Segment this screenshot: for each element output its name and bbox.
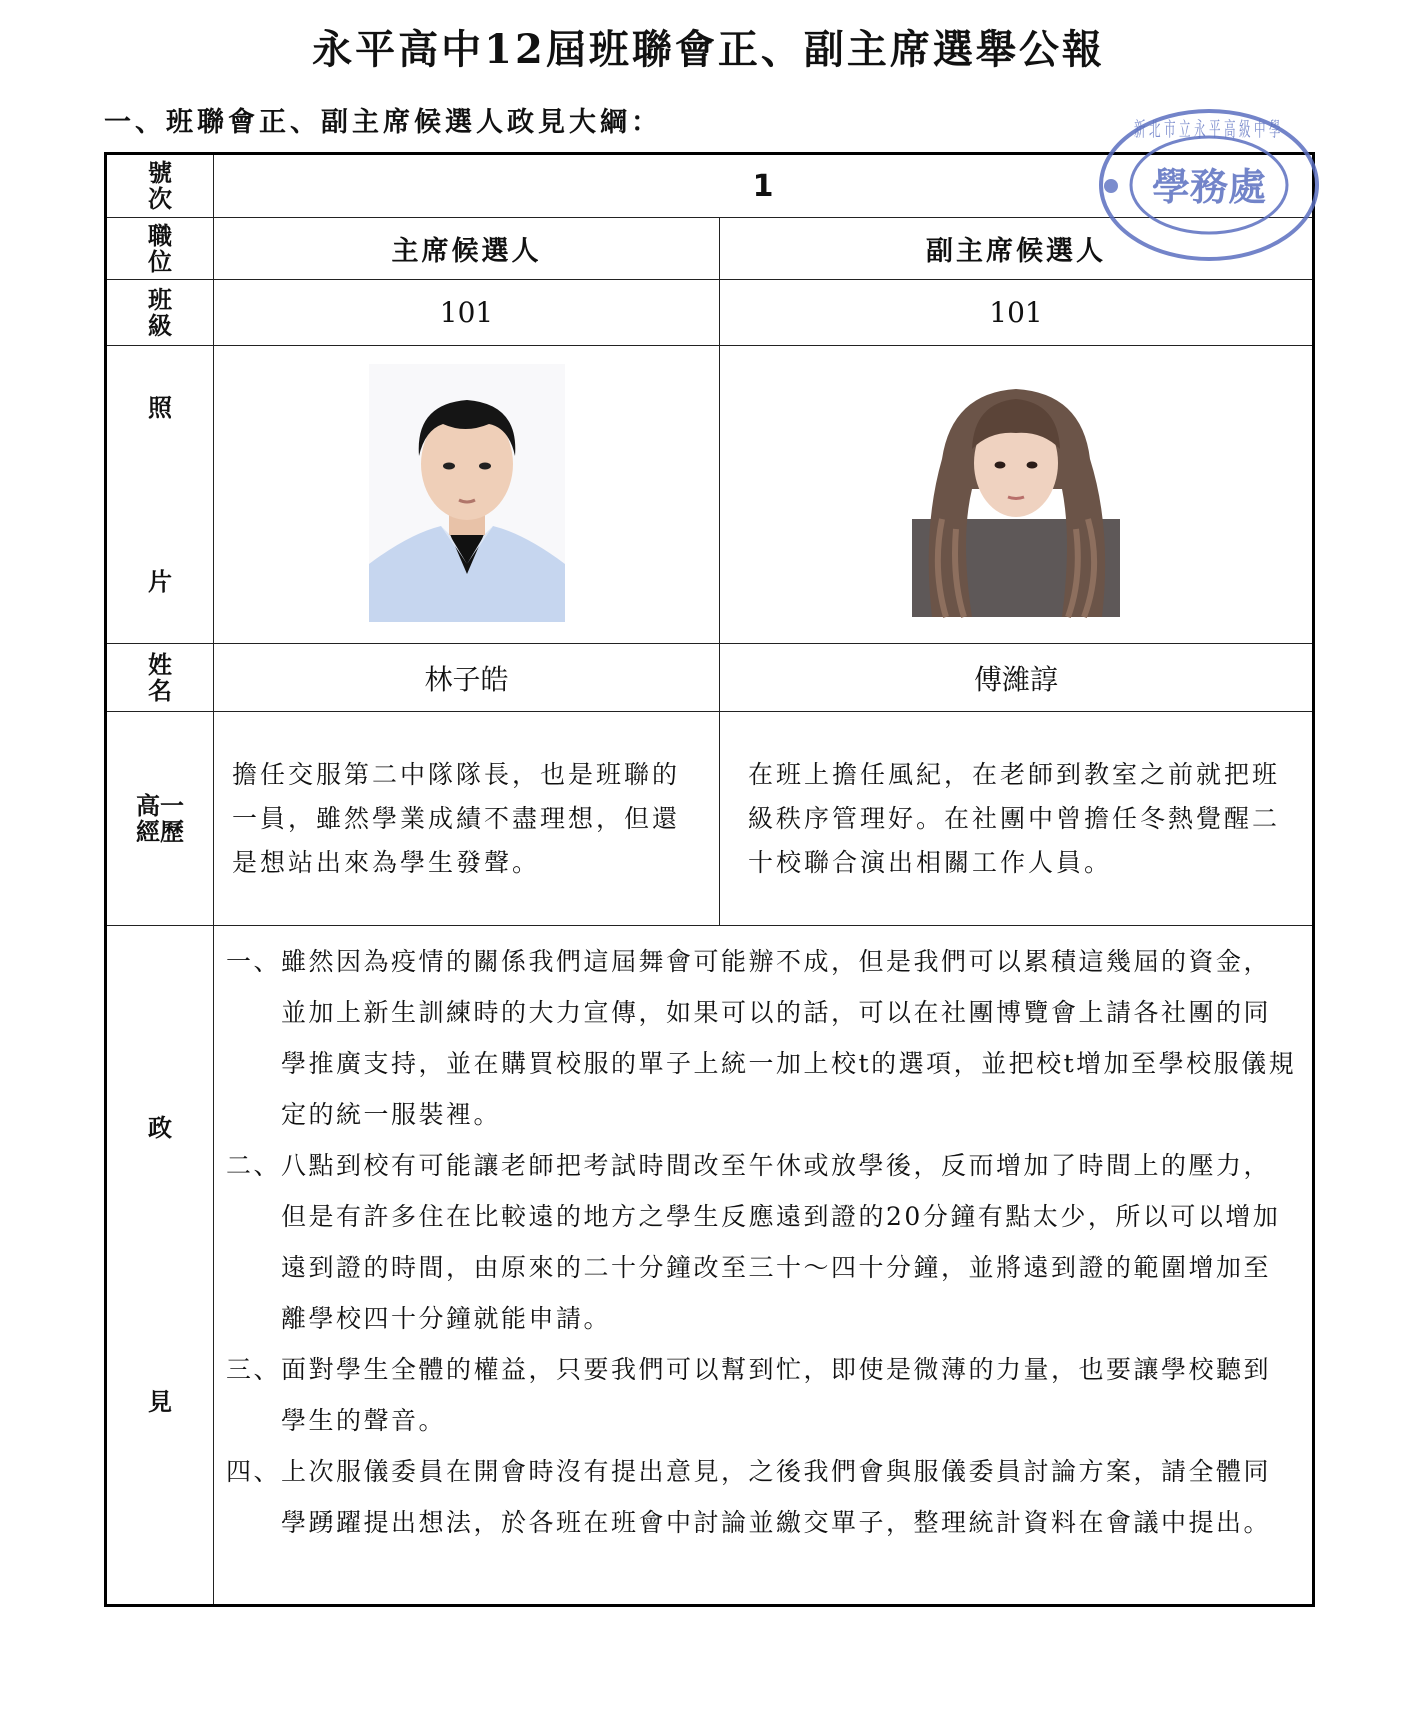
policy-list — [214, 926, 1314, 1606]
vice-chair-photo — [912, 369, 1120, 617]
name-chair: 林子皓 — [214, 644, 720, 712]
row-class — [106, 280, 1314, 346]
label-name: 姓 名 — [106, 644, 214, 712]
office-seal-stamp — [1095, 104, 1323, 266]
photo-cell-chair — [214, 346, 720, 644]
experience-chair: 擔任交服第二中隊隊長，也是班聯的一員，雖然學業成績不盡理想，但還是想站出來為學生發聲。 — [214, 712, 720, 926]
label-photo: 照 片 — [106, 346, 214, 644]
label-class: 班 級 — [106, 280, 214, 346]
name-vice-chair: 傅濰諄 — [720, 644, 1314, 712]
label-policy: 政 見 — [106, 926, 214, 1606]
row-experience — [106, 712, 1314, 926]
class-chair: 101 — [214, 280, 720, 346]
label-experience: 高一 經歷 — [106, 712, 214, 926]
stamp-center-text: 學務處 — [1151, 164, 1267, 209]
stamp-outer-text: 新北市立永平高級中學 — [1134, 117, 1284, 141]
section-heading: 一、班聯會正、副主席候選人政見大綱： — [104, 107, 662, 138]
document-title: 永平高中12屆班聯會正、副主席選舉公報 — [312, 26, 1105, 73]
chair-photo — [369, 364, 565, 622]
policy-item: 一、 雖然因為疫情的關係我們這屆舞會可能辦不成，但是我們可以累積這幾屆的資金，並加上新生訓練時的大力宣傳，如果可以的話，可以在社團博覽會上請各社團的同學推廣支持，並在購買校服的單子上統一加上校t的選項，並把校t增加至學校服儀規定的統一服裝裡。 — [226, 947, 1297, 1129]
candidate-number: 1 — [214, 154, 1314, 218]
position-chair: 主席候選人 — [214, 218, 720, 280]
election-table — [104, 152, 1315, 1607]
label-number: 號 次 — [106, 154, 214, 218]
row-name — [106, 644, 1314, 712]
photo-cell-vice-chair — [720, 346, 1314, 644]
plum-flower-icon — [1104, 179, 1118, 193]
policy-item: 二、 八點到校有可能讓老師把考試時間改至午休或放學後，反而增加了時間上的壓力，但是有許多住在比較遠的地方之學生反應遠到證的20分鐘有點太少，所以可以增加遠到證的時間，由原來的二十分鐘改至三十～四十分鐘，並將遠到證的範圍增加至離學校四十分鐘就能申請。 — [226, 1151, 1281, 1333]
policy-item: 四、 上次服儀委員在開會時沒有提出意見，之後我們會與服儀委員討論方案，請全體同學踴躍提出想法，於各班在班會中討論並繳交單子，整理統計資料在會議中提出。 — [226, 1457, 1272, 1537]
experience-vice-chair: 在班上擔任風紀，在老師到教室之前就把班級秩序管理好。在社團中曾擔任冬熱覺醒二十校聯合演出相關工作人員。 — [720, 712, 1314, 926]
row-policy — [106, 926, 1314, 1606]
policy-item: 三、 面對學生全體的權益，只要我們可以幫到忙，即使是微薄的力量，也要讓學校聽到學生的聲音。 — [226, 1355, 1272, 1435]
row-photo — [106, 346, 1314, 644]
class-vice-chair: 101 — [720, 280, 1314, 346]
label-position: 職 位 — [106, 218, 214, 280]
position-vice-chair: 副主席候選人 — [720, 218, 1314, 280]
